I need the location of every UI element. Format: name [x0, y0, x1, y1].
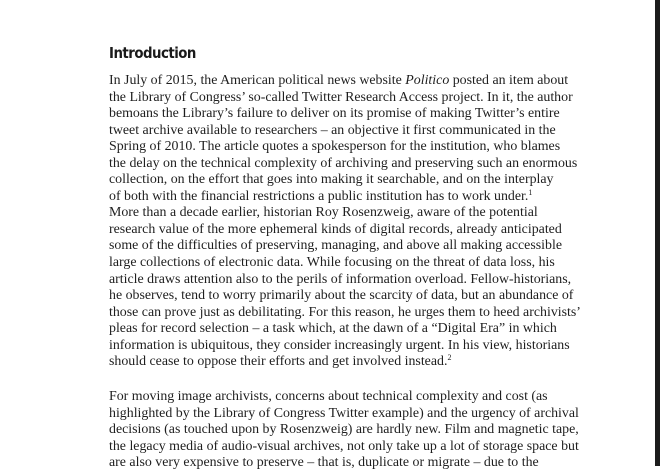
line-text: the delay on the technical complexity of archiving and preserving such an enormous — [109, 155, 578, 171]
text-line — [109, 405, 579, 423]
text-line — [109, 238, 569, 255]
line-text: large collections of electronic data. While focusing on the threat of data loss, his — [109, 255, 555, 271]
text-line — [109, 123, 569, 140]
line-text: More than a decade earlier, historian Roy Rosenzweig, aware of the potential — [109, 205, 538, 221]
text-line — [109, 155, 578, 173]
text-line — [109, 304, 581, 322]
line-text: pleas for record selection – a task which, at the dawn of a “Digital Era” in which — [109, 321, 557, 337]
line-text: collection, on the effort that goes into making it searchable, and on the interplay — [109, 172, 554, 188]
text-line — [109, 338, 569, 355]
line-text: bemoans the Library’s failure to deliver on its promise of making Twitter’s entire — [109, 106, 560, 122]
footnote-marker[interactable]: 2 — [447, 353, 452, 363]
line-text: tweet archive available to researchers – an objective it first communicated in the — [109, 122, 556, 138]
text-line — [109, 389, 569, 406]
text-line — [109, 422, 579, 439]
line-text: those can prove just as debilitating. For this reason, he urges them to heed archivists’ — [109, 304, 581, 320]
paragraph-2 — [109, 389, 579, 472]
line-text: the legacy media of audio-visual archives, not only take up a lot of storage space but — [109, 438, 579, 454]
text-line — [109, 189, 569, 206]
line-text: some of the difficulties of preserving, managing, and above all making accessible — [109, 238, 562, 254]
text-line — [109, 89, 573, 107]
line-text-continued: posted an item about — [449, 73, 569, 88]
text-line — [109, 288, 574, 305]
line-text: the Library of Congress’ so-called Twitter Research Access project. In it, the author — [109, 89, 573, 105]
footnote-marker[interactable]: 1 — [528, 187, 533, 197]
text-line — [109, 321, 569, 338]
page-edge-shadow — [655, 0, 660, 466]
line-text: of both with the financial restrictions a public institution has to work under. — [109, 188, 529, 204]
text-line — [109, 438, 579, 456]
text-line — [109, 455, 569, 472]
line-text: information is ubiquitous, they consider increasingly urgent. In his view, historians — [109, 337, 570, 353]
publication-title: Politico — [405, 73, 450, 88]
text-line — [109, 172, 569, 189]
line-text: For moving image archivists, concerns about technical complexity and cost (as — [109, 389, 548, 404]
text-line — [109, 255, 569, 272]
paragraph-1 — [109, 73, 581, 371]
line-text: Spring of 2010. The article quotes a spokesperson for the institution, who blames — [109, 139, 561, 155]
line-text: should cease to oppose their efforts and get involved instead. — [109, 354, 448, 370]
text-line — [109, 205, 569, 222]
text-line — [109, 222, 569, 239]
text-line — [109, 354, 569, 371]
line-text: decisions (as touched upon by Rosenzweig) are hardly new. Film and magnetic tape, — [109, 422, 579, 438]
text-line — [109, 271, 572, 289]
text-line — [109, 73, 569, 90]
line-text: he observes, tend to worry primarily about the scarcity of data, but an abundance of — [109, 288, 574, 304]
line-text: are also very expensive to preserve – that is, duplicate or migrate – due to the — [109, 455, 539, 471]
text-line — [109, 139, 569, 156]
section-heading: Introduction — [109, 44, 196, 62]
line-text: highlighted by the Library of Congress Twitter example) and the urgency of archival — [109, 405, 579, 421]
line-text: research value of the more ephemeral kinds of digital records, already anticipated — [109, 221, 562, 237]
text-line — [109, 106, 569, 123]
line-text: In July of 2015, the American political news website — [109, 73, 406, 88]
line-text: article draws attention also to the perils of information overload. Fellow-historians, — [109, 271, 572, 287]
